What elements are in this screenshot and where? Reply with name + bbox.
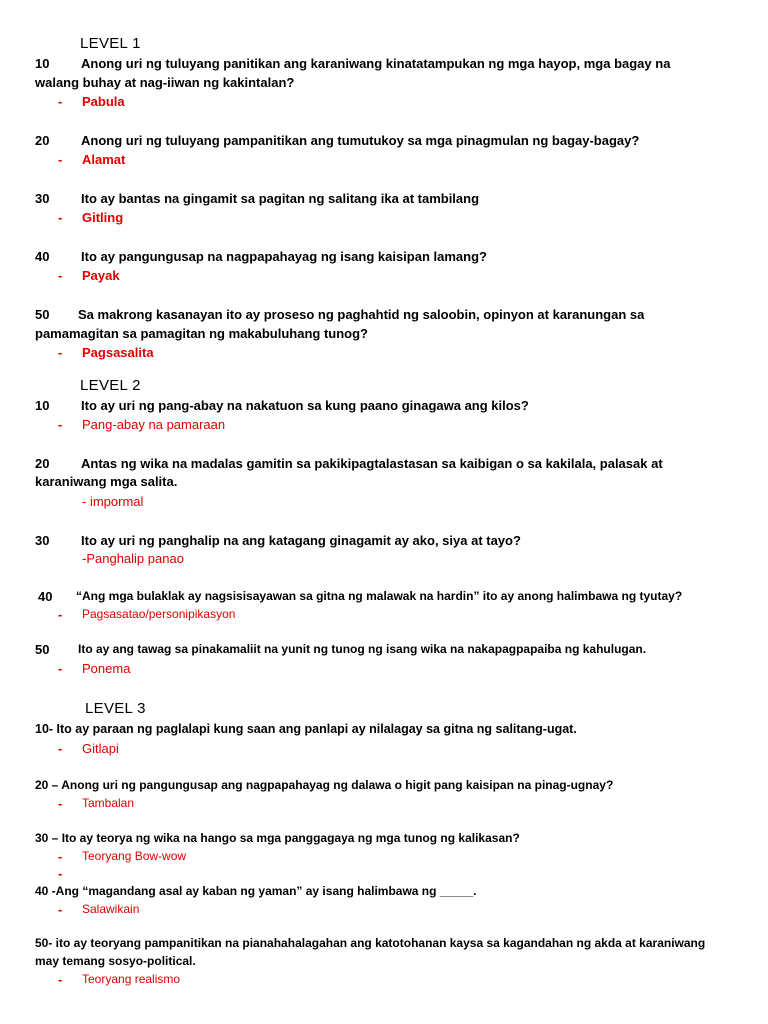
question-number: 30	[35, 533, 50, 548]
answer: Alamat	[82, 152, 126, 167]
question-number: 40	[38, 589, 53, 604]
question-text: 10- Ito ay paraan ng paglalapi kung saan ang panlapi ay nilalagay sa gitna ng salitang-ugat.	[35, 722, 577, 736]
answer-dash: -	[58, 796, 63, 811]
question-text: Ito ay ang tawag sa pinakamaliit na yunit ng tunog ng isang wika na nakapagpapaiba ng kahulugan.	[78, 642, 647, 656]
question-number: 20	[35, 133, 50, 148]
question-text: 30 – Ito ay teorya ng wika na hango sa mga panggagaya ng mga tunog ng kalikasan?	[35, 831, 520, 845]
question-number: 20	[35, 456, 50, 471]
question-text-continued: pamamagitan sa pamagitan ng makabuluhang tunog?	[35, 326, 368, 341]
answer-dash: -	[58, 210, 63, 225]
question-text-continued: may temang sosyo-political.	[35, 954, 196, 968]
answer-dash: -	[58, 607, 63, 622]
answer-dash: -	[58, 345, 63, 360]
answer: Gitling	[82, 210, 124, 225]
question-text: 40 -Ang “magandang asal ay kaban ng yaman” ay isang halimbawa ng _____.	[35, 884, 477, 898]
answer-dash: -	[58, 972, 63, 987]
question-text: Anong uri ng tuluyang pampanitikan ang tumutukoy sa mga pinagmulan ng bagay-bagay?	[81, 133, 640, 148]
answer: Pagsasatao/personipikasyon	[82, 607, 236, 621]
answer: - impormal	[82, 494, 144, 509]
question-text: 20 – Anong uri ng pangungusap ang nagpapahayag ng dalawa o higit pang kaisipan na pinag-ugnay?	[35, 778, 614, 792]
answer: Salawikain	[82, 902, 140, 916]
answer: Pabula	[82, 94, 125, 109]
answer: Pagsasalita	[82, 345, 154, 360]
question-text: Anong uri ng tuluyang panitikan ang karaniwang kinatatampukan ng mga hayop, mga bagay na	[81, 56, 671, 71]
answer-dash: -	[58, 902, 63, 917]
question-text: Antas ng wika na madalas gamitin sa pakikipagtalastasan sa kaibigan o sa kakilala, palasak at	[81, 456, 663, 471]
question-text-continued: karaniwang mga salita.	[35, 474, 178, 489]
question-number: 40	[35, 249, 50, 264]
question-number: 10	[35, 56, 50, 71]
level-1-heading: LEVEL 1	[80, 35, 141, 52]
question-text: “Ang mga bulaklak ay nagsisisayawan sa gitna ng malawak na hardin” ito ay anong halimbawa ng tyutay?	[76, 589, 683, 603]
answer-dash: -	[58, 94, 63, 109]
level-2-heading: LEVEL 2	[80, 377, 141, 394]
question-number: 10	[35, 398, 50, 413]
question-text-continued: walang buhay at nag-iiwan ng kakintalan?	[35, 75, 295, 90]
question-text: Sa makrong kasanayan ito ay proseso ng paghahtid ng saloobin, opinyon at karanungan sa	[78, 307, 645, 322]
answer: Tambalan	[82, 796, 135, 810]
answer: Gitlapi	[82, 741, 119, 756]
answer: Teoryang realismo	[82, 972, 181, 986]
answer-dash: -	[58, 417, 63, 432]
question-text: 50- ito ay teoryang pampanitikan na pianahahalagahan ang katotohanan kaysa sa kagandahan ng akda at karaniwang	[35, 936, 706, 950]
question-number: 30	[35, 191, 50, 206]
question-number: 50	[35, 307, 50, 322]
answer: Ponema	[82, 661, 131, 676]
answer-dash: -	[58, 741, 63, 756]
answer-dash: -	[58, 866, 63, 881]
answer-dash: -	[58, 849, 63, 864]
answer: Teoryang Bow-wow	[82, 849, 187, 863]
question-text: Ito ay uri ng panghalip na ang katagang ginagamit ay ako, siya at tayo?	[81, 533, 521, 548]
level-3-heading: LEVEL 3	[85, 700, 146, 717]
answer-dash: -	[58, 152, 63, 167]
question-text: Ito ay uri ng pang-abay na nakatuon sa kung paano ginagawa ang kilos?	[81, 398, 529, 413]
answer-dash: -	[58, 661, 63, 676]
question-text: Ito ay bantas na gingamit sa pagitan ng salitang ika at tambilang	[81, 191, 480, 206]
question-text: Ito ay pangungusap na nagpapahayag ng isang kaisipan lamang?	[81, 249, 487, 264]
answer-dash: -	[58, 268, 63, 283]
question-number: 50	[35, 642, 50, 657]
answer: Pang-abay na pamaraan	[82, 417, 226, 432]
answer: -Panghalip panao	[82, 551, 184, 566]
answer: Payak	[82, 268, 120, 283]
